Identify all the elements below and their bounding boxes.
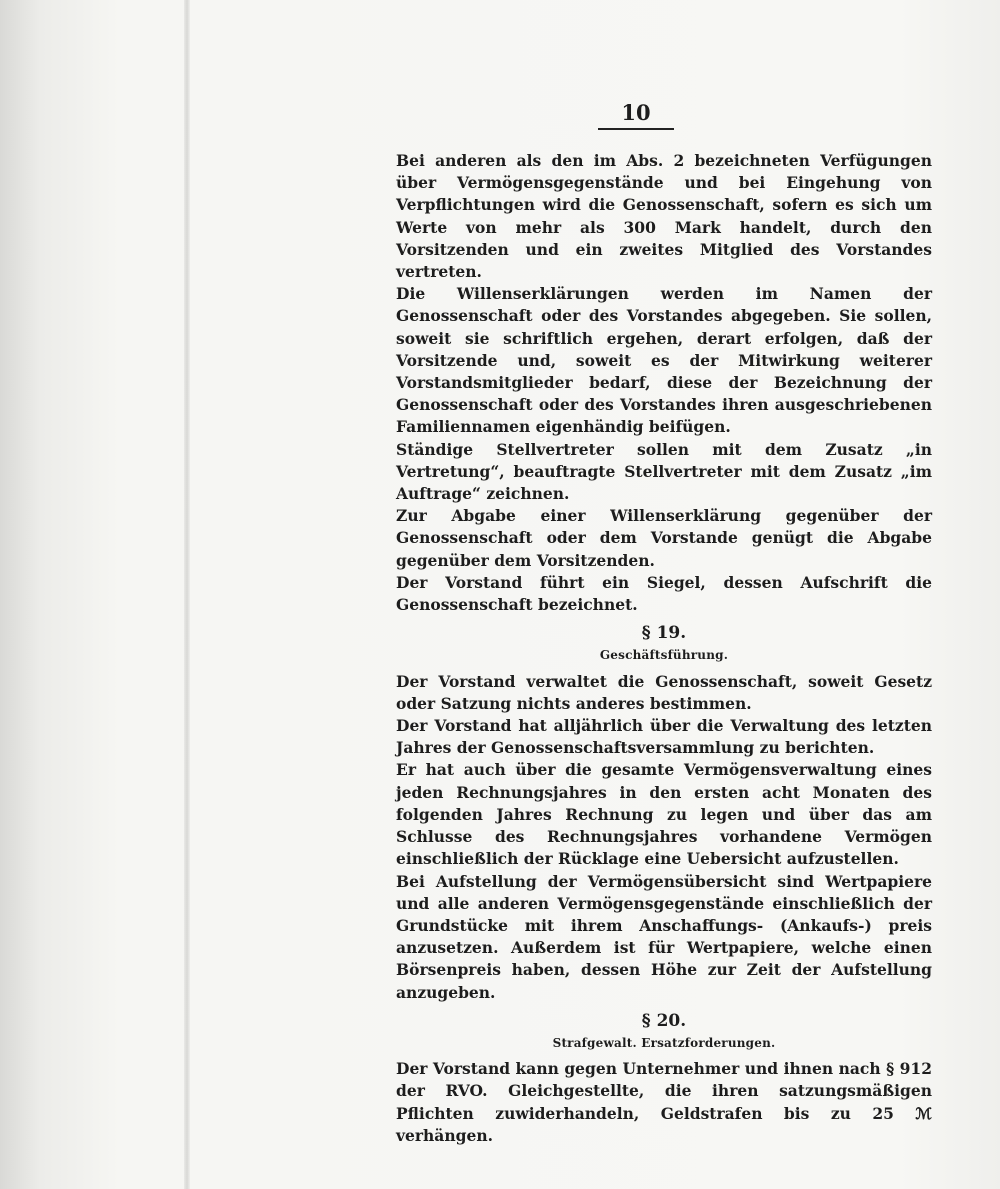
paragraph: Der Vorstand führt ein Siegel, dessen Aufschrift die Genossenschaft bezeichnet. — [396, 572, 932, 615]
section-20-mark: § 20. — [641, 1010, 687, 1031]
paragraph: Der Vorstand kann gegen Unternehmer und ihnen nach § 912 der RVO. Gleichgestellte, die ihren satzungsmäßigen Pflichten zuwiderhandeln, Geldstrafen bis zu 25 ℳ verhängen. — [396, 1059, 932, 1145]
paragraph: Der Vorstand hat alljährlich über die Verwaltung des letzten Jahres der Genossenschaftsversammlung zu berichten. — [396, 716, 932, 758]
page-number: 10 — [621, 100, 651, 125]
paragraph: Der Vorstand verwaltet die Genossenschaft, soweit Gesetz oder Satzung nichts anderes bestimmen. — [396, 671, 932, 713]
section-19-title: Geschäftsführung. — [599, 648, 729, 663]
page-fold-shadow — [184, 0, 190, 1189]
paragraph: Ständige Stellvertreter sollen mit dem Zusatz „in Vertretung“, beauftragte Stellvertreter mit dem Zusatz „im Auftrage“ zeichnen. — [396, 439, 932, 504]
paragraph: Bei anderen als den im Abs. 2 bezeichneten Verfügungen über Vermögensgegenstände und bei Eingehung von Verpflichtungen wird die Genossenschaft, sofern es sich um Werte von mehr als 300 Mark handelt, durch den Vorsitzenden und ein zweites Mitglied des Vorstandes vertreten. — [396, 151, 932, 282]
section-19-mark: § 19. — [641, 623, 687, 644]
paragraph: Zur Abgabe einer Willenserklärung gegenüber der Genossenschaft oder dem Vorstande genügt die Abgabe gegenüber dem Vorsitzenden. — [396, 506, 932, 570]
paragraph: Bei Aufstellung der Vermögensübersicht sind Wertpapiere und alle anderen Vermögensgegenstände einschließlich der Grundstücke mit ihrem Anschaffungs- (Ankaufs-) preis anzusetzen. Außerdem ist für Wertpapiere, welche einen Börsenpreis haben, dessen Höhe zur Zeit der Aufstellung anzugeben. — [396, 871, 932, 1002]
page-number-rule — [598, 128, 674, 130]
section-20-title: Strafgewalt. Ersatzforderungen. — [552, 1035, 776, 1050]
paragraph: Die Willenserklärungen werden im Namen der Genossenschaft oder des Vorstandes abgegeben. Sie sollen, soweit sie schriftlich ergehen, derart erfolgen, daß der Vorsitzende und, soweit es der Mitwirkung weiterer Vorstandsmitglieder bedarf, diese der Bezeichnung der Genossenschaft oder des Vorstandes ihren ausgeschriebenen Familiennamen eigenhändig beifügen. — [396, 284, 932, 437]
body-text — [396, 150, 932, 1147]
paragraph: Er hat auch über die gesamte Vermögensverwaltung eines jeden Rechnungsjahres in den ersten acht Monaten des folgenden Jahres Rechnung zu legen und über das am Schlusse des Rechnungsjahres vorhandene Vermögen einschließlich der Rücklage eine Uebersicht aufzustellen. — [396, 760, 932, 869]
bleed-through-text — [55, 80, 205, 1070]
